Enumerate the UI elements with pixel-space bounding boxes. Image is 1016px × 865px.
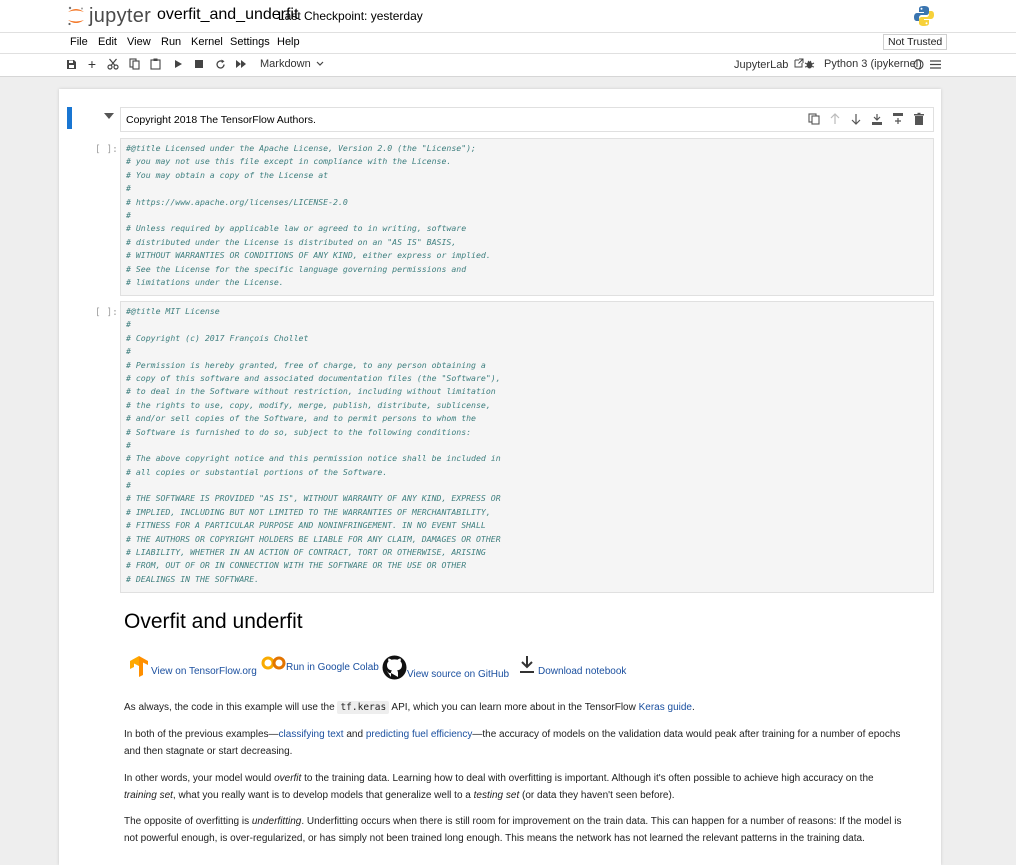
python-logo-icon bbox=[913, 5, 935, 27]
code-line: # Software is furnished to do so, subject to the following conditions: bbox=[126, 426, 472, 437]
cut-icon[interactable] bbox=[106, 57, 120, 71]
menu-bar bbox=[0, 32, 1016, 53]
code-cell-2[interactable] bbox=[120, 301, 934, 593]
menu-icon[interactable] bbox=[928, 57, 942, 71]
p3-text-d: (or data they haven't seen before). bbox=[519, 790, 675, 801]
p2-text-c: —the accuracy of models on the validation data would peak after training for a number of epochs and then stagnate or start decreasing. bbox=[124, 729, 901, 757]
code-line: # THE SOFTWARE IS PROVIDED "AS IS", WITHOUT WARRANTY OF ANY KIND, EXPRESS OR bbox=[126, 493, 501, 504]
p1-text-c: . bbox=[691, 702, 695, 713]
menu-view[interactable]: View bbox=[127, 36, 151, 48]
code-line: # bbox=[126, 439, 131, 450]
run-icon[interactable] bbox=[171, 57, 185, 71]
kernel-name[interactable]: Python 3 (ipykernel) bbox=[824, 58, 922, 70]
cell-type-value: Markdown bbox=[260, 58, 311, 70]
code-line: # bbox=[126, 319, 131, 330]
code-line: # WITHOUT WARRANTIES OR CONDITIONS OF ANY KIND, either express or implied. bbox=[126, 250, 491, 261]
code-line: # FROM, OUT OF OR IN CONNECTION WITH THE SOFTWARE OR THE USE OR OTHER bbox=[126, 560, 467, 571]
menu-help[interactable]: Help bbox=[277, 36, 300, 48]
code-line: # bbox=[126, 183, 131, 194]
colab-link[interactable] bbox=[261, 655, 379, 673]
code-line: # all copies or substantial portions of the Software. bbox=[126, 466, 388, 477]
keras-guide-link[interactable]: Keras guide bbox=[638, 702, 692, 713]
code-line: # The above copyright notice and this permission notice shall be included in bbox=[126, 453, 501, 464]
duplicate-cell-icon[interactable] bbox=[807, 112, 821, 126]
menu-edit[interactable]: Edit bbox=[98, 36, 117, 48]
code-line: # limitations under the License. bbox=[126, 276, 284, 287]
code-line: #@title MIT License bbox=[126, 306, 220, 316]
code-line: # See the License for the specific language governing permissions and bbox=[126, 263, 467, 274]
debugger-bug-icon[interactable] bbox=[802, 57, 816, 71]
collapse-heading-icon[interactable] bbox=[104, 113, 114, 119]
code-line: # Unless required by applicable law or agreed to in writing, software bbox=[126, 223, 467, 234]
fuel-efficiency-link[interactable]: predicting fuel efficiency bbox=[365, 729, 473, 740]
download-link[interactable] bbox=[518, 655, 626, 677]
jupyter-wordmark: jupyter bbox=[89, 4, 152, 27]
code-line: # to deal in the Software without restriction, including without limitation bbox=[126, 386, 496, 397]
code-line: # distributed under the License is distributed on an "AS IS" BASIS, bbox=[126, 236, 457, 247]
code-line: # bbox=[126, 480, 131, 491]
jupyterlab-label: JupyterLab bbox=[734, 59, 789, 71]
download-icon bbox=[518, 655, 536, 675]
tensorflow-link-text: View on TensorFlow.org bbox=[151, 666, 257, 677]
code-line: # IMPLIED, INCLUDING BUT NOT LIMITED TO THE WARRANTIES OF MERCHANTABILITY, bbox=[126, 506, 491, 517]
add-cell-icon[interactable]: + bbox=[87, 56, 97, 72]
p2-text-b: and bbox=[343, 729, 366, 740]
paragraph-previous-examples bbox=[124, 726, 904, 760]
menu-settings[interactable]: Settings bbox=[230, 36, 270, 48]
p4-text-a: The opposite of overfitting is bbox=[124, 816, 252, 827]
code-line: # https://www.apache.org/licenses/LICENSE-2.0 bbox=[126, 196, 348, 207]
markdown-cell-heading[interactable] bbox=[120, 107, 934, 132]
code-line: # Copyright (c) 2017 François Chollet bbox=[126, 332, 309, 343]
p3-em-training-set: training set bbox=[124, 790, 173, 801]
delete-cell-icon[interactable] bbox=[912, 112, 926, 126]
code-line: # LIABILITY, WHETHER IN AN ACTION OF CONTRACT, TORT OR OTHERWISE, ARISING bbox=[126, 547, 486, 558]
menu-kernel[interactable]: Kernel bbox=[191, 36, 223, 48]
p2-text-a: In both of the previous examples— bbox=[124, 729, 279, 740]
restart-icon[interactable] bbox=[213, 57, 227, 71]
p3-text-c: , what you really want is to develop models that generalize well to a bbox=[172, 790, 474, 801]
colab-link-text: Run in Google Colab bbox=[286, 662, 379, 673]
code-line: # bbox=[126, 346, 131, 357]
tensorflow-link[interactable] bbox=[129, 655, 257, 677]
save-icon[interactable] bbox=[64, 57, 78, 71]
header-bar bbox=[0, 0, 1016, 32]
notebook-name[interactable]: overfit_and_underfit bbox=[157, 6, 299, 23]
checkpoint-status: Last Checkpoint: yesterday bbox=[278, 9, 423, 23]
code-cell-2-prompt: [ ]: bbox=[95, 307, 118, 318]
code-line: # and/or sell copies of the Software, and to permit persons to whom the bbox=[126, 413, 476, 424]
page-title: Overfit and underfit bbox=[124, 610, 303, 633]
github-link[interactable] bbox=[382, 655, 509, 680]
trust-status-button[interactable]: Not Trusted bbox=[883, 34, 947, 50]
code-line: #@title Licensed under the Apache License, Version 2.0 (the "License"); bbox=[126, 143, 476, 153]
copy-icon[interactable] bbox=[127, 57, 141, 71]
github-logo-icon bbox=[382, 655, 407, 680]
insert-above-icon[interactable] bbox=[870, 112, 884, 126]
stop-icon[interactable] bbox=[192, 57, 206, 71]
code-line: # THE AUTHORS OR COPYRIGHT HOLDERS BE LIABLE FOR ANY CLAIM, DAMAGES OR OTHER bbox=[126, 533, 501, 544]
notebook-panel bbox=[59, 89, 941, 865]
tensorflow-logo-icon bbox=[129, 655, 151, 677]
code-line: # you may not use this file except in compliance with the License. bbox=[126, 156, 452, 167]
p1-text-b: API, which you can learn more about in the TensorFlow bbox=[389, 702, 639, 713]
kernel-status-icon bbox=[911, 57, 925, 71]
fast-forward-icon[interactable] bbox=[234, 57, 248, 71]
cell-type-select[interactable] bbox=[260, 58, 324, 70]
github-link-text: View source on GitHub bbox=[407, 669, 510, 680]
move-down-icon[interactable] bbox=[849, 112, 863, 126]
classifying-text-link[interactable]: classifying text bbox=[278, 729, 344, 740]
p3-em-testing-set: testing set bbox=[473, 790, 520, 801]
p3-text-a: In other words, your model would bbox=[124, 773, 275, 784]
jupyter-logo-icon bbox=[66, 5, 86, 27]
menu-file[interactable]: File bbox=[70, 36, 88, 48]
paragraph-underfit bbox=[124, 813, 904, 847]
paragraph-intro bbox=[124, 699, 904, 716]
paragraph-overfit bbox=[124, 770, 904, 804]
code-line: # DEALINGS IN THE SOFTWARE. bbox=[126, 573, 260, 584]
code-line: # You may obtain a copy of the License at bbox=[126, 169, 329, 180]
code-line: # copy of this software and associated documentation files (the "Software"), bbox=[126, 372, 501, 383]
code-line: # bbox=[126, 209, 131, 220]
cell-heading-text: Copyright 2018 The TensorFlow Authors. bbox=[126, 114, 316, 126]
code-line: # Permission is hereby granted, free of charge, to any person obtaining a bbox=[126, 359, 486, 370]
insert-below-icon[interactable] bbox=[891, 112, 905, 126]
chevron-down-icon bbox=[316, 61, 324, 67]
notebook-toolbar bbox=[0, 53, 1016, 77]
code-cell-1[interactable] bbox=[120, 138, 934, 296]
code-cell-1-prompt: [ ]: bbox=[95, 144, 118, 155]
p3-text-b: to the training data. Learning how to deal with overfitting is important. Although it's often possible to achieve high accuracy on the bbox=[301, 773, 874, 784]
p3-em-overfit: overfit bbox=[274, 773, 302, 784]
p4-text-b: . Underfitting occurs when there is still room for improvement on the train data. This can happen for a number of reasons: If the model is not powerful enough, is over-regularized, or has simply not been trained long enough. This means the network has not learned the relevant patterns in the training data. bbox=[124, 816, 902, 844]
menu-run[interactable]: Run bbox=[161, 36, 182, 48]
download-link-text: Download notebook bbox=[538, 666, 627, 677]
code-line: # FITNESS FOR A PARTICULAR PURPOSE AND NONINFRINGEMENT. IN NO EVENT SHALL bbox=[126, 520, 486, 531]
active-cell-indicator bbox=[67, 107, 72, 129]
colab-logo-icon bbox=[261, 655, 286, 671]
paste-icon[interactable] bbox=[148, 57, 162, 71]
p4-em-underfitting: underfitting bbox=[251, 816, 302, 827]
code-line: # the rights to use, copy, modify, merge, publish, distribute, sublicense, bbox=[126, 399, 491, 410]
open-jupyterlab-link[interactable] bbox=[734, 58, 804, 71]
p1-text-a: As always, the code in this example will use the bbox=[124, 702, 338, 713]
move-up-icon[interactable] bbox=[828, 112, 842, 126]
jupyter-logo[interactable] bbox=[66, 4, 151, 28]
inline-code: tf.keras bbox=[337, 701, 389, 714]
